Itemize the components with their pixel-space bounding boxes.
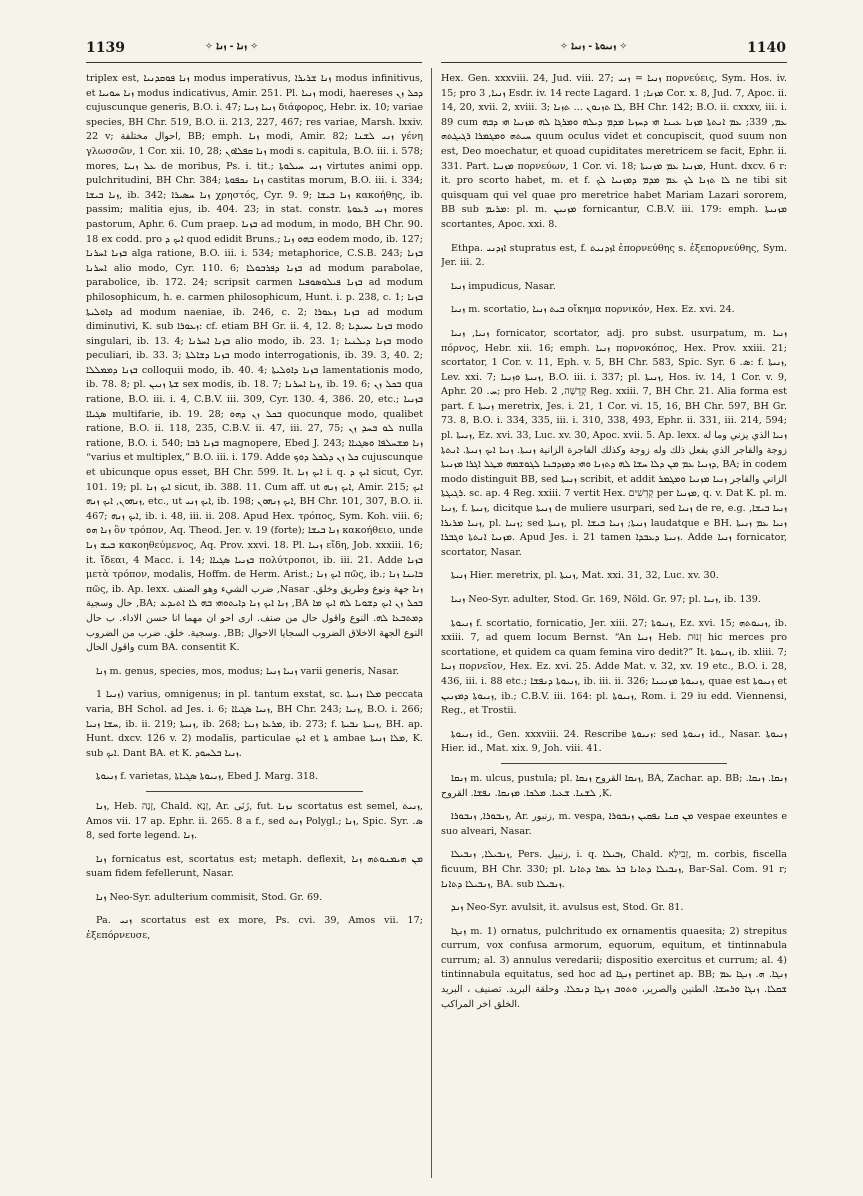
entry-paragraph: ܙܢܐ m. genus, species, mos, modus; ܙܢܝܐ ܙܢܝܐ varii generis, Nasar. [96, 665, 400, 677]
entry-paragraph: ܙܢܝܬܐ Hier. meretrix, pl. ܙܢܝܬܐ, Mat. xxi. 31, 32, Luc. xv. 30. [451, 570, 719, 582]
entry-paragraph: ܙܢܝܐ m. scortatio, ܒܝܬ ܙܢܝܐ οἴκημα πορνικόν, Hex. Ez. xvi. 24. [451, 304, 735, 316]
entry-paragraph: ܙܢܝܘܬܐ f. scortatio, fornicatio, Jer. xiii. 27; ܙܢܝܘܬܐ, Ez. xvi. 15; ܙܢܝܘܬܗ, ib. xxiii. 7, ad quem locum Bernst. “An ܙܢܝܐ Heb. זְנוּת hic merces pro scortatione, et quidem ca quam femina viro dedit?” It. ܙܢܝܘܬܐ, ib. xliii. 7; ܙܢܝܐ πορνεῖον, Hex. Ez. xvi. 25. Adde Mat. v. 32, xv. 19 etc., B.O. i. 28, 436, iii. i. 88 etc.; ܙܢܝܘܬܐ ܕܢܦܫܐ, ib. iii. ii. 326; ܙܢܝܘܬܐ ܡܙܢܝܢܐ, quae est ܙܢܝܘܬܐ et ܙܢܝܘܬܐ ܕܡܙܢܝܢ, ib.; C.B.V. iii. 164: pl. ܙܢܝܘܬܐ, Rom. i. 29 iu edd. Viennensi, Reg., et Trostii. [441, 617, 787, 717]
entry-paragraph: ܙܢܝܘܬܐ f. varietas, ܙܢܝܘܬܐ ܣܓܝܐܬܐ, Ebed J. Marg. 318. [96, 771, 319, 783]
entry-paragraph: ܙܢܒܝܠܐ, ܙܢܒܝܠܐ, Pers. زنبيل, i. q. ܙܒܝܠܐ, Chald. זְבִילָא, m. corbis, fiscella ficuum, BH Chr. 330; pl. ܙܢܒܝܠܐ ܕܬܐܢܐ ܒܪ ܥܡܐ ܕܬܐܢܐ, Bar-Sal. Com. 91 r; ܙܢܒܝܠܐ ܕܬܐܢܐ, BA. sub ܙܢܒܝܠܐ. [441, 849, 787, 890]
right-page-number: 1140 [747, 40, 786, 56]
right-running-head: ✧ ܙܢܝܘܬܐ - ܙܢܝܐ ✧ [560, 41, 628, 52]
entry-paragraph: ܙܢܒܘܪܐ, ܙܢܒܘܪܐ, Ar. زنبور, m. vespa, ܡܢ ܩܢܐ ܢܦܩܝܢ ܙܢܒܘܪܐ vespae exeuntes e suo alveari, Nasar. [441, 811, 787, 837]
entry-paragraph: ܙܢܐ Neo-Syr. adulterium commisit, Stod. Gr. 69. [96, 891, 323, 903]
entry-paragraph: triplex est, ܙܢܐ ܦܘܩܕܢܝܐ modus imperativus, ܙܢܐ ܫܪܝܪܐ modus infinitivus, et ܙܢܐ ܚܘܝܝܐ modus indicativus, Amir. 251. Pl. ܙܢܝܐ modi, haereses ܕܟܠ ܙܢ cujuscunque generis, B.O. i. 47; ܙܢܝܐ ܙܢܝܐ διάφορος, Hebr. ix. 10; variae species, BH Chr. 519, B.O. ii. 213, 227, 467; res variae, Marsh. lxxiv. 22 v; احوال مختلفة, BB; emph. ܙܢܐ modi, Amir. 82; ܙܢܝ ܠܫܢܐ γένη γλωσσῶν, 1 Cor. xii. 10, 28; ܙܢܐ ܩܦܠܐܘܢ modi s. capitula, B.O. iii. i. 578; mores, ܥܠ ܙܢܝܐ de moribus, Ps. i. tit.; ܙܢܝ ܚܝܠܘܬܐ virtutes animi opp. pulchritudini, BH Chr. 384; ܙܢܐ ܢܟܦܘܬܐ castitas morum, B.O. iii. i. 334; ܙܢܐ ܒܝܫܐ, ib. 342; ܙܢܐ ܚܣܝܪܐ χρηστός, Cyr. 9. 9; ܙܢܐ ܒܝܫܐ κακοήθης, ib. passim; malitia ejus, ib. 404. 23; in stat. constr. ܙܢܝ ܪܥܘܬܐ mores pastorum, Aphr. 6. Cum praep. ܒܙܢܐ ad modum, in modo, BH Chr. 90. 18 ex codd. pro ܐܝܟ ܕ quod edidit Bruns.; ܒܗܘ ܙܢܐ eodem modo, ib. 127; ܒܙܢܐ ܐܚܪܢܐ alga ratione, B.O. iii. i. 534; metaphorice, C.S.B. 243; ܒܙܢܐ ܐܚܪܢܐ alio modo, Cyr. 110. 6; ܒܙܢܐ ܕܦܪܒܘܠܐ ad modum parabolae, parabolice, ib. 172. 24; scripsit carmen ܒܙܢܐ ܦܝܠܘܣܘܦܝܐ ad modum philosophicum, h. e. carmen philosophicum, Hunt. i. p. 238, c. 1; ܒܙܢܐ ܕܐܘܠܝܬܐ ad modum naeniae, ib. 246, c. 2; ܒܙܢܐ ܙܥܘܪܐ ad modum diminutivi, K. sub ܙܥܘܪܐ: cf. etiam BH Gr. ii. 4, 12. 8; ܒܙܢܐ ܝܚܝܕܝܐ modo singulari, ib. 13. 4; ܒܙܢܐ ܐܚܪܢܐ alio modo, ib. 23. 1; ܒܙܢܐ ܕܝܠܢܝܐ modo peculiari, ib. 33. 3; ܒܙܢܐ ܕܫܐܠܬܐ modo interrogationis, ib. 39. 3, 40. 2; ܒܙܢܐ ܕܡܡܠܠܐ colloquii modo, ib. 40. 4; ܒܙܢܐ ܕܐܘܠܝܬܐ lamentationis modo, ib. 78. 8; pl. ܫܬܐ ܙܢܝܢ sex modis, ib. 18. 7; ܙܢܐ ܐܚܪܢܐ, ib. 19. 6; ܒܟܠ ܙܢ qua ratione, B.O. iii. i. 4, C.B.V. iii. 309, Cyr. 130. 4, 386. 20, etc.; ܒܙܢܝܐ ܣܓܝܐܐ multifarie, ib. 19. 28; ܒܟܠ ܙܢ ܕܗܘ quocunque modo, qualibet ratione, B.O. ii. 118, 235, C.B.V. ii. 47, iii. 27, 75; ܠܘ ܒܚܕ ܙܢ nulla ratione, B.O. i. 540; ܒܙܢܐ ܪܒܐ magnopere, Ebed J. 243; ܙܢܐ ܡܫܚܠܦܐ ܘܣܓܝܐܐ “varius et multiplex,” B.O. iii. i. 179. Adde ܟܠ ܙܢ ܕܠܟܠ ܕܘܟ cujuscunque et ubicunque opus esset, BH Chr. 599. It. ܐܝܟ ܙܢܐ i. q. ܐܝܟ ܕ sicut, Cyr. 101. 19; pl. ܐܝܟ ܙܢܐ sicut, ib. 388. 11. Cum aff. ut ܐܝܟ ܙܢܗ, Amir. 215; ܐܝܟ ܙܢܗܘܢ, ܐܝܟ ܙܢܗ, etc., ut ܐܝܟ ܙܢܝ, ib. 198; ܐܝܟ ܙܢܗܘܢ, BH Chr. 101, 307, B.O. ii. 467; ܐܝܟ ܙܢܗ, ib. i. 48, iii. ii. 208. Apud Hex. τρόπος, Sym. Koh. viii. 6; ܙܢܐ ܗܘ ὃν τρόπον, Aq. Theod. Jer. v. 19 (forte); ܙܢܐ ܒܝܫܐ κακοήθειο, unde ܒܝܫ ܙܢܐ κακοηθεύμενος, Aq. Prov. xxvi. 18. Pl. ܙܢܝܐ εἴδη, Job. xxxiii. 16; it. ἴδεαι, 4 Macc. i. 14; ܒܙܢܝܐ ܣܓܝܐܐ πολύτροποι, ib. iii. 21. Adde ܒܙܢܐ μετὰ τρόπον, modalis, Hoffm. de Herm. Arist.; ܐܝܟ ܙܢܐ πῶς, ib.; ܒܐܝܢܐ ܙܢܐ πῶς, ib. Ap. lexx. ضرب الشيء وهو الصنف ,Nasar ܙܢܐ جهة ونوع وطريق وخلق. حال وسجية ,BA; ܙܢܐ ܐܝܟ ܙܢܐ ܕܐܝܬܘܗܝ ܒܗ ܠܐ ܐܬܝܕܥ ,BA ܒܟܠ ܙܢ ܐܝܟ ܕܫܘܝܐ ܠܗ ܐܝܟ ܡܐ ܕܡܬܒܥܐ ܠܗ. النوع واقول حال من صنف. ارى احو ان مهما انا حسن الاداء. ب حال وسجية. خلق. ضرب من الضروب. ,BB; النوع الجهة الاخلاق الضروب السجايا الاحوال واقول الحال cum BA. consentit K. [86, 73, 423, 654]
entry-paragraph: ܙܢܓܐ m. 1) ornatus, pulchritudo ex ornamentis quaesita; 2) strepitus currum, vox confusa armorum, equorum, equitum, et tintinnabula currum; al. 3) annulus veredarii; dispositio exercitus et currum; al. 4) tintinnabula equitatus, sed hoc ad ܙܢܓܐ pertinet ap. BB; ܙܢܓܐ. ܗ. ܙܢܓܐ ܥܡ ܫܩܠܐ. ܙܢܓܐ ܘܪܚܫܐ. الطنين والصرير، ܘܬܘܒ ܙܢܓܐ ܕܢܟܠܐ. وحلقة البريد. تصنيف ، البريد الخلق اخر المراكب. [441, 925, 787, 1010]
left-page-number: 1139 [86, 40, 125, 56]
entry-paragraph: ܙܢܝܘܬܐ id., Gen. xxxviii. 24. Rescribe ܙܢܝܘܬܐ: sed ܙܢܝܘܬܐ id., Nasar. ܙܢܝܘܬܐ Hier. id., Mat. xix. 9, Joh. viii. 41. [441, 728, 787, 755]
header-rule-right [441, 62, 787, 63]
left-running-head: ✧ ܙܢܐ - ܙܢܐ ✧ [205, 41, 259, 52]
entry-paragraph: ܙܢܕ Neo-Syr. avulsit, it. avulsus est, Stod. Gr. 81. [451, 902, 684, 914]
entry-paragraph: ܙܢܐ, Heb. זָנָה, Chald. זְנָא, Ar. زَنَى, fut. ܢܙܢܐ scortatus est semel, ܙܢܝܬ, Amos vii. 17 ap. Ephr. ii. 265. 8 a f., sed ܙܢܬ Polygl.; ܙܢܐ, Spic. Syr. ܣ. 8, sed forte legend. ܙܢܐ. [86, 800, 423, 842]
section-divider [501, 763, 727, 764]
entry-paragraph: ܙܢܝܐ Neo-Syr. adulter, Stod. Gr. 169, Nöld. Gr. 97; pl. ܙܢܝܐ, ib. 139. [451, 594, 761, 605]
entry-paragraph: ܙܢܝܐ 1) varius, omnigenus; in pl. tantum exstat, sc. ܡܠܐ ܙܢܝܬܐ peccata varia, BH Schol. ad Jes. i. 6; ܙܢܝܐ ܣܓܝܐܐ, BH Chr. 243; ܙܢܝܐ, B.O. i. 266; ܚܫܐ ܙܢܝܐ, ib. ii. 219; ܙܢܝܬܐ, ib. 268; ܡܪܥܐ ܙܢܝܐ, ib. 273; f. ܙܢܝܬܐ ܢܒܝܬܐ, BH. ap. Hunt. dxcv. 126 v. 2) modalis, particulae ܐܝܟ et ܬܐ ambae ܡܠܐ ܙܢܝܬܐ, K. sub ܐܝܟ. Dant BA. et K. ܙܢܝܐ ܒܠܚܘܕ. [86, 689, 423, 759]
entry-paragraph: ܙܢܩܐ m. ulcus, pustula; pl. ܙܢܩܐ القروح ܙܢܩܐ, BA, Zachar. ap. BB; ܙܢܩܐ. ܙܢܩܐ. ܠܫܢܐ. ܫܥܝܐ. ܡܠܟܐ. ܡܙܢܩܐ. ܢܦܫܐ. القروح ,K. [441, 772, 787, 799]
entry-paragraph: Pa. ܙܢܝ scortatus est ex more, Ps. cvi. 39, Amos vii. 17; ἐξεπόρνευσε, [86, 915, 423, 942]
entry-paragraph: Hex. Gen. xxxviii. 24, Jud. viii. 27; ܙܢܝܐ = ܙܢܝ πορνεύεις, Sym. Hos. iv. 15; pro ܙܢܝܐ, 3 Esdr. iv. 14 recte Lagard. ܡܙܢܐ; 1 Cor. x. 8, Jud. 7, Apoc. ii. 14, 20, xvii. 2, xviii. 3; ܠܐ ܬܙܢܘܢ ... ܬܙܢܐ, BH Chr. 142; B.O. ii. cxxxv, iii. i. 89 cum ܥܡ, 339; ܥܡ ܐܢܬܬܐ ܡܙܢܐ ܥܝܢܐ ܗܝ ܕܚܙܝܐ ܡܕܡ ܕܝܠܗ ܘܡܪܓܐ ܠܗ ܡܙܢܝܐ ܗܝ ܕܒܗ ܚܝܬܗ ܘܡܓܡܪܐ ܪܓܝܓܬܗ quum oculus videt et concupiscit, quod suum non est, Deo moechatur, et quoad cupiditates meretricem se facit, Ephr. ii. 331. Part. ܡܙܢܝܐ πορνεύων, 1 Cor. vi. 18; ܡܙܢܝܐ ܥܡ ܡܙܢܝܬܐ, Hunt. dxcv. 6 r: it. pro scorto habet, m. et f. ܠܐ ܬܙܢܐ ܠܟ ܥܡ ܡܕܡ ܕܡܙܢܝܐ ܠܟ ne tibi sit quisquam qui vel quae pro meretrice habet Mariam Lazari sororem, BB sub ܡܪܝܡ: pl. m. ܡܙܢܝܢ fornicantur, C.B.V. iii. 179: emph. ܡܙܢܝܬܐ scortantes, Apoc. xxi. 8. [441, 73, 787, 230]
entry-paragraph: Ethpa. ܐܙܕܢܝ stupratus est, f. ܐܙܕܢܝܬ ἐπορνεύθης s. ἐξεπορνεύθης, Sym. Jer. iii. 2. [441, 242, 787, 269]
left-column [86, 72, 423, 1180]
entry-paragraph: ܙܢܐ fornicatus est, scortatus est; metaph. deflexit, ܡܢ ܗܝܡܢܘܬܗ ܙܢܐ suam fidem fefellerunt, Nasar. [86, 853, 423, 880]
column-divider [431, 68, 432, 1178]
entry-paragraph: ܙܢܝܐ impudicus, Nasar. [451, 280, 556, 292]
header-rule-left [86, 62, 422, 63]
entry-paragraph: ܙܢܝܐ, ܙܢܝܐ fornicator, scortator, adj. pro subst. usurpatum, m. ܙܢܝܐ πόρνος, Hebr. xii. 16; emph. ܙܢܝܐ πορνοκόπος, Hex. Prov. xxiii. 21; scortator, 1 Cor. v. 11, Eph. v. 5, BH Chr. 583, Spic. Syr. ܣ. 6: f. ܙܢܝܬܐ, Lev. xxi. 7; ܙܢܝܬܐ ܘܙܢܝܐ, B.O. iii. i. 337; pl. ܙܢܝܬܐ, Hos. iv. 14, 1 Cor. v. 9, Aphr. ܚ. 20; pro Heb. קְדֵשָׁה, 2 Reg. xxiii. 7, BH Chr. 21. Alia forma est part. f. ܙܢܝܬܐ meretrix, Jes. i. 21, 1 Cor. vi. 15, 16, BH Chr. 597, BH Gr. 73. 8, B.O. i. 334, 335, iii. i. 310, 338, 493, Ephr. ii. 331, iii. 214, 594; pl. ܙܢܝܬܐ, Ez. xvi. 33, Luc. xv. 30, Apoc. xvii. 5. Ap. lexx. ܙܢܝܐ الذي يزني وما له زوجة والفاجر الذي يفعل ذلك وله زوجة وكذلك الفاجرة الزانية ܙܢܝܬܐ. ܙܢܝܐ ܐܝܟ ܙܢܝܬܐ. ܐܢܬܬܐ ܕܙܢܝܐ ܥܡ ܡܢ ܕܠܐ ܚܫܐ ܠܗ ܕܬܙܢܐ ܘܗܝ ܕܡܙܕܒܢܐ ܠܓܘܫܡܗ ܡܛܠ ܐܓܪܐ ܡܙܢܝܬܐ, BA; in codem modo distinguit BB, sed ܙܢܝܬܐ scribit, et addit الزاني والفاجر ܙܢܝܐ ܡܙܢܝܐ ܘܡܓܡܪ ܪܓܝܓܬܐ. sc. ap. 4 Reg. xxiii. 7 vertit Hex. קְדֵשִׁים per ܡܙܢܝܐ, q. v. Dat K. pl. m. ܙܢܝܐ, f. ܙܢܝܬܐ, dicitque ܙܢܝܬܐ de muliere usurpari, sed ܙܢܝܐ de re, e.g. ܙܢܝܐ ܒܝܫܐ, ܙܢܝܐ ܡܪܝܪܐ, pl. ܙܢܝܐ; sed ܙܢܝܬܐ, pl. ܙܢܝܬܐ; ܙܢܝܐ ܒܝܫܐ laudatque e BH. ܙܢܝܐ ܥܡ ܙܢܝܬܐ ܡܙܢܝܐ ܐܢܬܬܐ ܘܓܒܪܐ. Apud Jes. i. 21 tamen ܙܢܝܬܐ ܕܥܒܕܐ. Adde ܙܢܝܐ fornicator, scortator, Nasar. [441, 327, 787, 558]
section-divider [146, 791, 363, 792]
right-column [441, 72, 787, 1180]
